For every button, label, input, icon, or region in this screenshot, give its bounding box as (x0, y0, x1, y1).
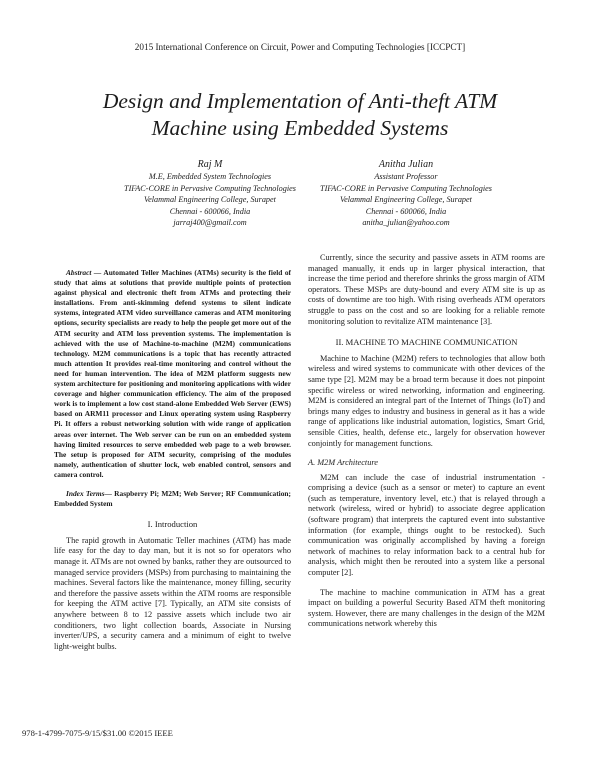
index-terms (54, 489, 291, 509)
author-center: TIFAC-CORE in Pervasive Computing Technologies (124, 183, 296, 193)
author-block-2 (291, 158, 521, 229)
subsection-a-heading: A. M2M Architecture (308, 458, 378, 468)
section-1-text: The rapid growth in Automatic Teller machines (ATM) has made life easy for the day to day man, but it is not so for operators who manage it. ATMs are not owned by banks, rather they are outsourced to managed service providers (MSPs) from purchasing to maintaining the machines. Several factors like the maintenance, money filling, security and therefore the passive assets within the ATM rooms are responsible for keeping the ATM active [7]. Typically, an ATM site consists of anywhere between 8 to 12 passive assets which include two air conditioners, two light collection boards, Associate in Nursing inverter/UPS, a security camera and a minimum of eight to twelve light-weight bulbs. (54, 535, 291, 651)
author-role: Assistant Professor (374, 172, 438, 181)
section-2-text: Machine to Machine (M2M) refers to technologies that allow both wireless and wired systems to communicate with other devices of the same type [2]. M2M may be a broad term because it does not pinpoint specific wireless or wired networking, information and engineering. M2M is considered an integral part of the Internet of Things (IoT) and brings many edges to industry and business in general as it has a wide range of applications like industrial automation, logistics, Smart Grid, sensible Cities, health, defense etc., largely for observation however conjointly for management functions. (308, 353, 545, 448)
copyright-footer: 978-1-4799-7075-9/15/$31.00 ©2015 IEEE (22, 728, 173, 738)
paper-title (40, 88, 560, 142)
left-column (54, 268, 291, 661)
abstract (54, 268, 291, 480)
title-line-1: Design and Implementation of Anti-theft ATM (102, 89, 498, 113)
author-college: Velammal Engineering College, Surapet (144, 195, 276, 205)
conference-header: 2015 International Conference on Circuit, Power and Computing Technologies [ICCPCT] (134, 42, 466, 52)
author-name: Anitha Julian (378, 159, 434, 170)
section-2-heading: II. MACHINE TO MACHINE COMMUNICATION (335, 337, 518, 348)
author-center: TIFAC-CORE in Pervasive Computing Technologies (320, 183, 492, 193)
right-column (308, 253, 545, 639)
author-email: anitha_julian@yahoo.com (362, 218, 450, 228)
abstract-label: Abstract — (66, 268, 102, 277)
right-paragraph-1: Currently, since the security and passive assets in ATM rooms are managed manually, it ends up in larger physical interaction, that increase the time period and therefore shrinks the gross margin of ATM operators. These MSPs are duty-bound and every ATM site is up as costs of downtime are too high. With rising overheads ATM operators struggle to pass on the cost and so are looking for a reliable remote monitoring solution to revitalize ATM maintenance [3]. (308, 253, 545, 326)
abstract-text: Automated Teller Machines (ATMs) security is the field of study that aims at solutions that provide multiple points of protection against physical and electronic theft from ATMs and protecting their installations. From anti-skimming defend systems to silent indicate systems, integrated ATM video surveillance cameras and ATM monitoring options, security specialists are ready to help the people get more out of the ATM security and ATM loss prevention systems. The implementation is achieved with the use of Machine-to-machine (M2M) communications technology. M2M communications is a topic that has recently attracted much attention It provides real-time monitoring and control without the need for human intervention. The idea of M2M platform suggests new system architecture for positioning and monitoring applications with wider coverage and higher communication efficiency. The aim of the proposed work is to implement a low cost stand-alone Embedded Web Server (EWS) based on ARM11 processor and Linux operating system using Raspberry Pi. It offers a robust networking solution with wide range of application areas over internet. The Web server can be run on an embedded system having limited resources to serve embedded web page to a web browser. The setup is proposed for ATM security, comprising of the modules namely, authentication of shutter lock, web enabled control, sensors and camera control. (54, 268, 291, 479)
subsection-a-text-2: The machine to machine communication in ATM has a great impact on building a powerful Security Based ATM theft monitoring system. However, there are many challenges in the design of the M2M communications network whereby this (308, 587, 545, 629)
title-line-2: Machine using Embedded Systems (151, 116, 449, 140)
author-name: Raj M (197, 159, 223, 170)
subsection-a-text-1: M2M can include the case of industrial instrumentation - comprising a device (such as a sensor or meter) to capture an event (such as temperature, inventory level, etc.) that is relayed through a network (wireless, wired or hybrid) to associate degree application (software program) that interprets the captured event into substantive information (for example, things ought to be restocked). Such communication was originally accomplished by having a foreign network of machines to relay information back to a central hub for analysis, which might then be rerouted into a system like a personal computer [2]. (308, 472, 545, 578)
author-college: Velammal Engineering College, Surapet (340, 195, 472, 205)
author-email: jarraj400@gmail.com (173, 218, 247, 228)
index-terms-label: Index Terms— (66, 488, 112, 498)
author-city: Chennai - 600066, India (169, 206, 251, 216)
author-city: Chennai - 600066, India (365, 206, 447, 216)
section-1-heading: I. Introduction (147, 519, 198, 530)
author-role: M.E, Embedded System Technologies (148, 172, 272, 181)
index-terms-text: Raspberry Pi; M2M; Web Server; RF Communication; Embedded System (54, 488, 291, 509)
